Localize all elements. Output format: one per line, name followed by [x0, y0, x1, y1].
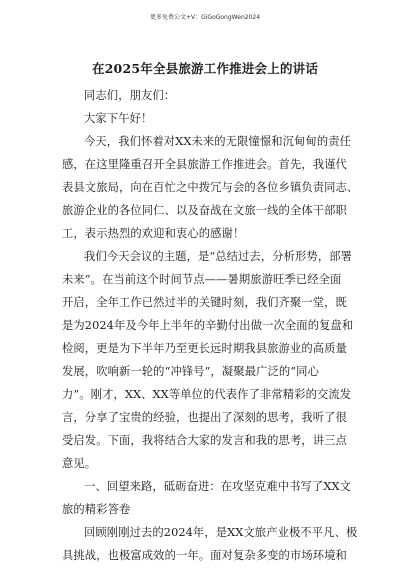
paragraph-line: 力”。刚才，XX、XX等单位的代表作了非常精彩的交流发	[62, 388, 352, 401]
paragraph-line: 言，分享了宝贵的经验，也提出了深刻的思考，我听了很	[62, 411, 347, 424]
paragraph-line: 旅游企业的各位同仁、以及奋战在文旅一线的全体干部职	[62, 204, 347, 217]
page-title: 在2025年全县旅游工作推进会上的讲话	[91, 61, 319, 76]
greeting: 大家下午好！	[84, 112, 153, 125]
header-note: 更多免费公文+V：GiGoGongWen2024	[149, 14, 261, 21]
paragraph-line: 是为2024年及今年上半年的辛勤付出做一次全面的复盘和	[62, 319, 354, 332]
paragraph-line: 开启，全年工作已然过半的关键时刻，我们齐聚一堂，既	[62, 296, 347, 309]
paragraph-line: 我们今天会议的主题，是“总结过去，分析形势，部署	[84, 250, 353, 263]
document-body	[62, 84, 359, 567]
paragraph-line: 今天，我们怀着对XX未来的无限憧憬和沉甸甸的责任	[84, 135, 352, 148]
paragraph-line: 具挑战，也极富成效的一年。面对复杂多变的市场环境和	[62, 549, 347, 562]
paragraph-line: 感，在这里隆重召开全县旅游工作推进会。首先，我谨代	[62, 158, 347, 171]
paragraph-line: 受启发。下面，我将结合大家的发言和我的思考，讲三点	[62, 434, 347, 447]
salutation: 同志们，朋友们：	[84, 89, 176, 102]
paragraph-line: 意见。	[62, 457, 97, 470]
paragraph-line: 工，表示热烈的欢迎和衷心的感谢！	[62, 227, 245, 240]
paragraph-line: 未来”。在当前这个时间节点——暑期旅游旺季已经全面	[62, 273, 342, 286]
paragraph-line: 检阅，更是为下半年乃至更长远时期我县旅游业的高质量	[62, 342, 347, 355]
paragraph-line: 表县文旅局，向在百忙之中拨冗与会的各位乡镇负责同志、	[62, 181, 359, 194]
section-heading: 一、回望来路，砥砺奋进：在攻坚克难中书写了XX文	[84, 480, 352, 493]
section-heading: 旅的精彩答卷	[62, 503, 131, 516]
paragraph-line: 回顾刚刚过去的2024年，是XX文旅产业极不平凡、极	[84, 526, 358, 539]
paragraph-line: 发展，吹响新一轮的“冲锋号”，凝聚最广泛的“同心	[62, 365, 319, 378]
